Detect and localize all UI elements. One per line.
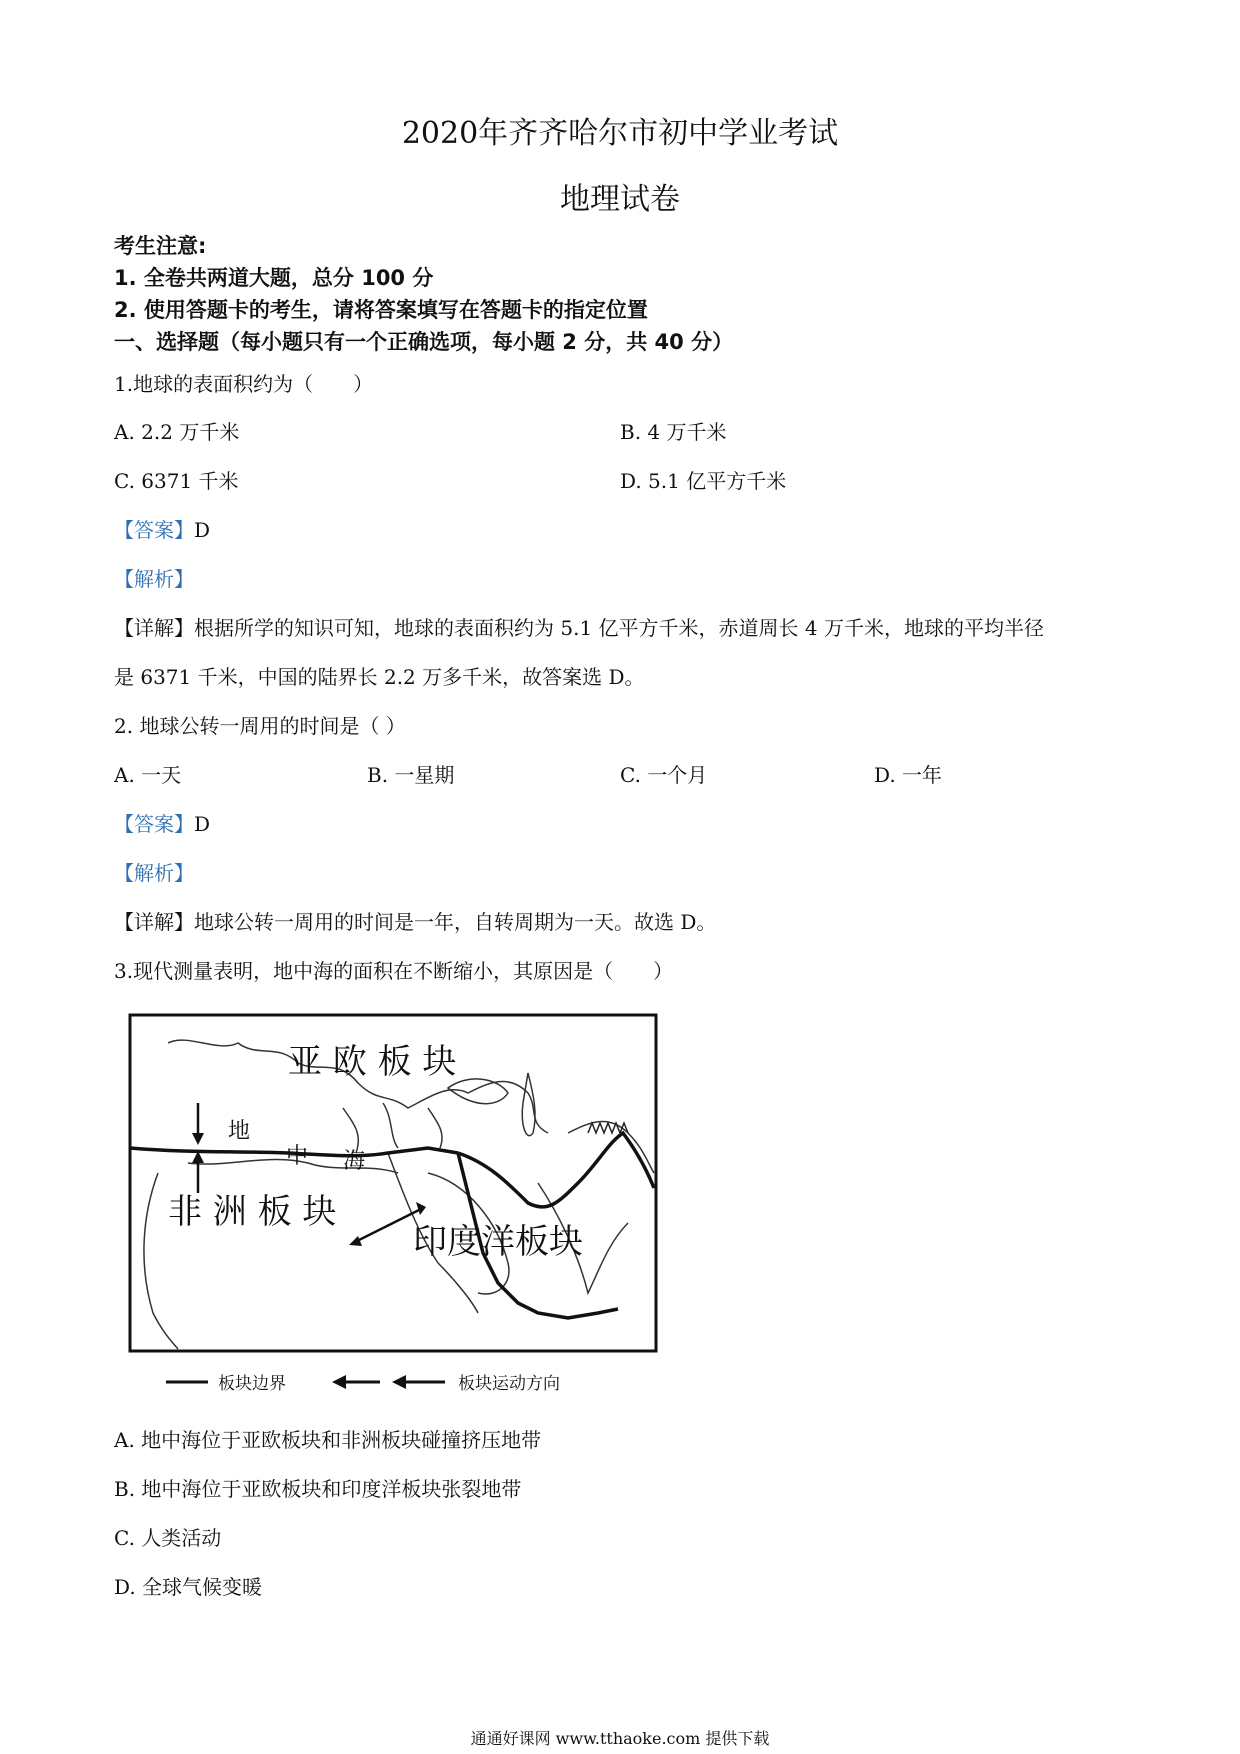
notice-item-2: 2. 使用答题卡的考生，请将答案填写在答题卡的指定位置 — [114, 298, 648, 322]
q2-answer-label: 【答案】 — [114, 812, 194, 836]
q1-detail-line2: 是 6371 千米，中国的陆界长 2.2 万多千米，故答案选 D。 — [114, 665, 645, 689]
legend-motion-label: 板块运动方向 — [458, 1374, 560, 1394]
q2-detail — [114, 906, 716, 935]
q2-detail-text: 地球公转一周用的时间是一年，自转周期为一天。故选 D。 — [194, 910, 717, 934]
q1-answer-value: D — [194, 518, 211, 542]
notice-heading: 考生注意: — [114, 234, 207, 258]
q1-stem: 1.地球的表面积约为（ ） — [114, 372, 374, 396]
q3-option-a: A. 地中海位于亚欧板块和非洲板块碰撞挤压地带 — [114, 1428, 542, 1452]
q2-detail-label: 【详解】 — [114, 910, 194, 934]
q1-option-d: D. 5.1 亿平方千米 — [620, 469, 787, 493]
q1-option-c: C. 6371 千米 — [114, 469, 239, 493]
exam-title: 2020年齐齐哈尔市初中学业考试 — [401, 116, 839, 151]
label-indian: 印度洋板块 — [413, 1222, 583, 1262]
q1-detail-label: 【详解】 — [114, 616, 194, 640]
q2-option-c: C. 一个月 — [620, 763, 708, 787]
legend-arrow-icon — [332, 1375, 445, 1389]
q1-detail-text: 根据所学的知识可知，地球的表面积约为 5.1 亿平方千米，赤道周长 4 万千米，地球的平均半径 — [194, 616, 1044, 640]
q1-option-a: A. 2.2 万千米 — [114, 420, 240, 444]
q3-option-b: B. 地中海位于亚欧板块和印度洋板块张裂地带 — [114, 1477, 522, 1501]
q1-detail-line1 — [114, 612, 1044, 641]
q3-option-c: C. 人类活动 — [114, 1526, 222, 1550]
q2-option-a: A. 一天 — [114, 763, 182, 787]
label-eurasia: 亚 欧 板 块 — [288, 1042, 457, 1082]
label-di: 地 — [228, 1119, 251, 1144]
q2-stem: 2. 地球公转一周用的时间是（ ） — [114, 714, 406, 738]
q1-answer — [114, 514, 210, 543]
q1-answer-label: 【答案】 — [114, 518, 194, 542]
q2-answer-value: D — [194, 812, 211, 836]
q2-analysis-label: 【解析】 — [114, 861, 194, 885]
plate-map — [128, 1013, 658, 1353]
q2-answer — [114, 808, 210, 837]
label-africa: 非 洲 板 块 — [168, 1192, 337, 1232]
exam-subtitle: 地理试卷 — [560, 182, 680, 217]
q1-analysis-label: 【解析】 — [114, 567, 194, 591]
section-heading: 一、选择题（每小题只有一个正确选项，每小题 2 分，共 40 分） — [114, 330, 734, 354]
q2-option-b: B. 一星期 — [367, 763, 455, 787]
q3-option-d: D. 全球气候变暖 — [114, 1575, 263, 1599]
q1-option-b: B. 4 万千米 — [620, 420, 727, 444]
q2-option-d: D. 一年 — [874, 763, 943, 787]
legend-boundary-label: 板块边界 — [218, 1374, 286, 1394]
label-zhong: 中 — [286, 1144, 309, 1169]
q3-stem: 3.现代测量表明，地中海的面积在不断缩小，其原因是（ ） — [114, 959, 674, 983]
map-legend — [160, 1368, 610, 1398]
label-hai: 海 — [343, 1149, 366, 1174]
footer-text: 通通好课网 www.tthaoke.com 提供下载 — [470, 1729, 770, 1748]
notice-item-1: 1. 全卷共两道大题，总分 100 分 — [114, 266, 434, 290]
